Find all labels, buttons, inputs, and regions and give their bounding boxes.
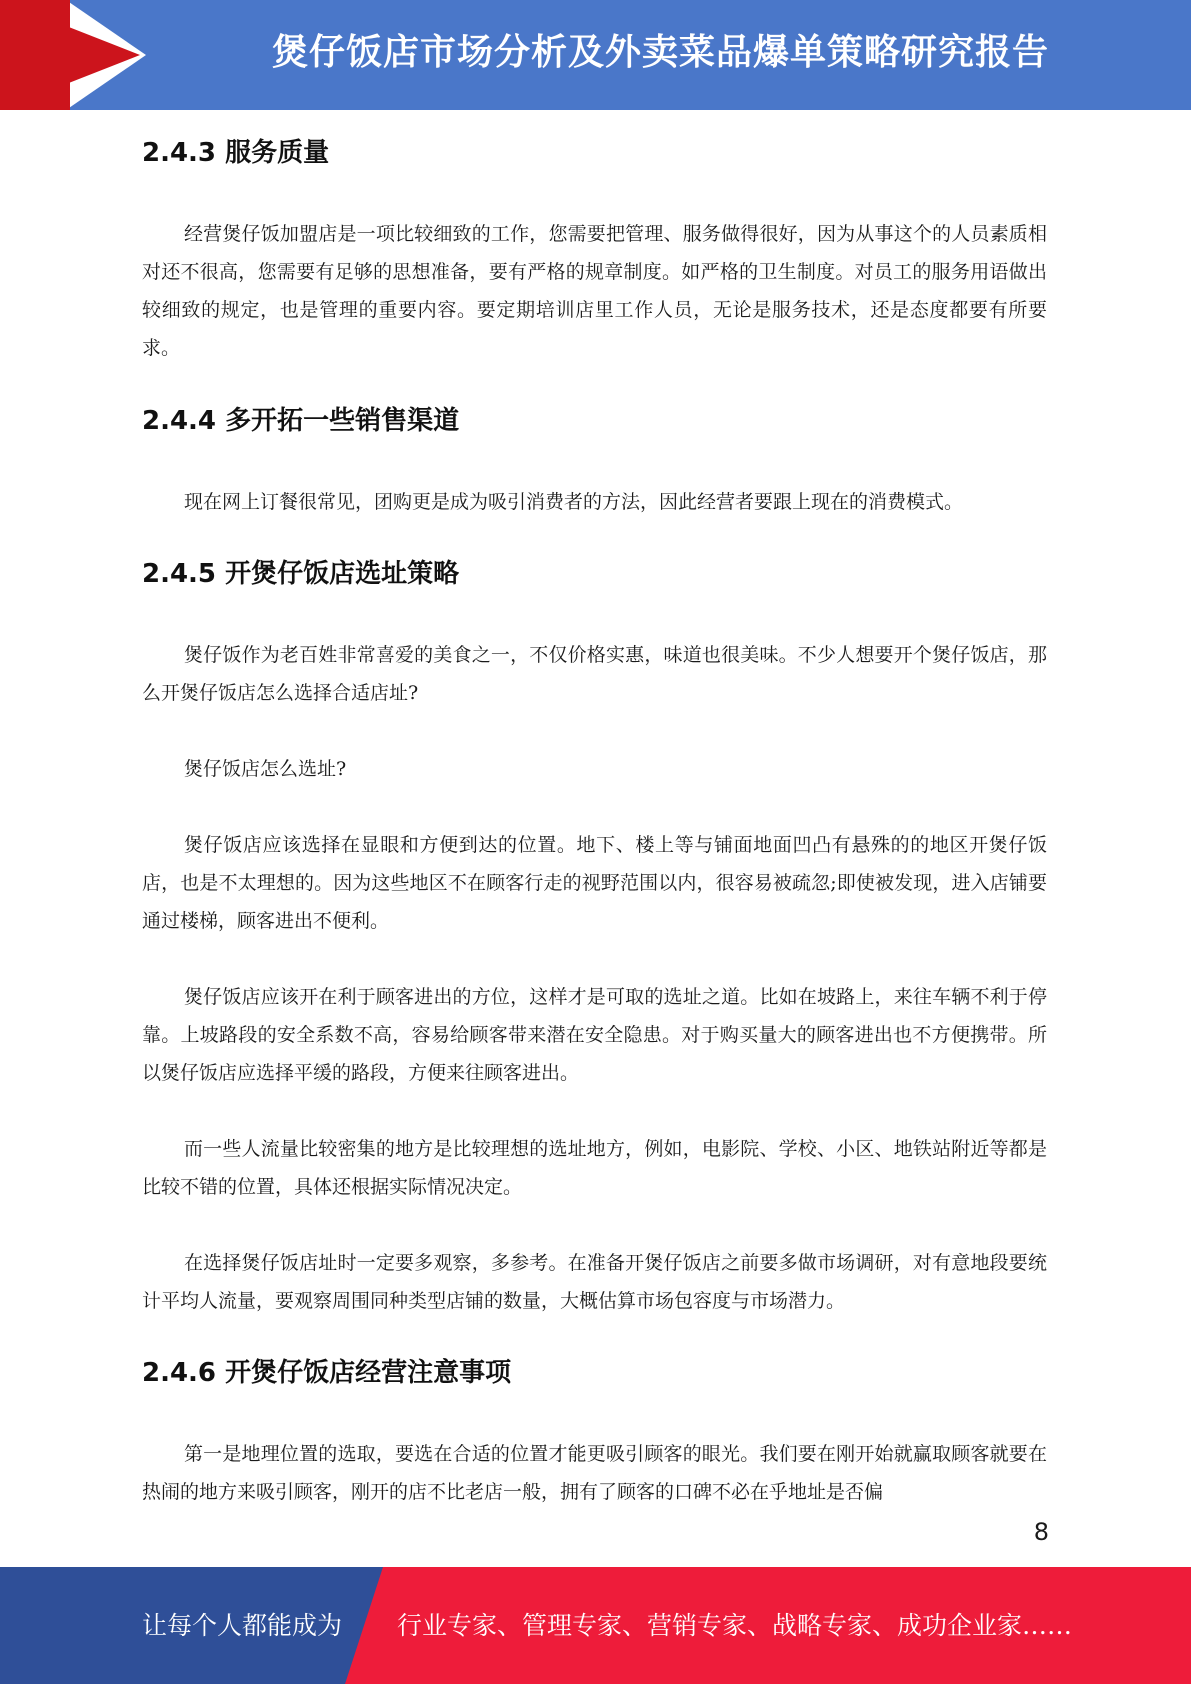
page-content [142,126,1047,1511]
page-footer-banner [0,1567,1191,1684]
paragraph: 煲仔饭作为老百姓非常喜爱的美食之一，不仅价格实惠，味道也很美味。不少人想要开个煲仔饭店，那么开煲仔饭店怎么选择合适店址? [142,644,1047,704]
paragraph: 第一是地理位置的选取，要选在合适的位置才能更吸引顾客的眼光。我们要在刚开始就赢取顾客就要在热闹的地方来吸引顾客，刚开的店不比老店一般，拥有了顾客的口碑不必在乎地址是否偏 [142,1443,1047,1503]
section-heading-2-4-5: 2.4.5 开煲仔饭店选址策略 [142,559,460,589]
footer-slogan-left: 让每个人都能成为 [142,1611,343,1640]
paragraph: 煲仔饭店应该开在利于顾客进出的方位，这样才是可取的选址之道。比如在坡路上，来往车辆不利于停靠。上坡路段的安全系数不高，容易给顾客带来潜在安全隐患。对于购买量大的顾客进出也不方便携带。所以煲仔饭店应选择平缓的路段，方便来往顾客进出。 [142,986,1047,1084]
paragraph: 经营煲仔饭加盟店是一项比较细致的工作，您需要把管理、服务做得很好，因为从事这个的人员素质相对还不很高，您需要有足够的思想准备，要有严格的规章制度。如严格的卫生制度。对员工的服务用语做出较细致的规定，也是管理的重要内容。要定期培训店里工作人员，无论是服务技术，还是态度都要有所要求。 [142,223,1047,359]
paragraph: 煲仔饭店应该选择在显眼和方便到达的位置。地下、楼上等与铺面地面凹凸有悬殊的的地区开煲仔饭店，也是不太理想的。因为这些地区不在顾客行走的视野范围以内，很容易被疏忽;即使被发现，进入店铺要通过楼梯，顾客进出不便利。 [142,834,1047,932]
page-header-banner [0,0,1191,110]
paragraph: 现在网上订餐很常见，团购更是成为吸引消费者的方法，因此经营者要跟上现在的消费模式。 [184,491,964,513]
report-title: 煲仔饭店市场分析及外卖菜品爆单策略研究报告 [271,32,1049,73]
footer-slant [345,1567,383,1684]
section-heading-2-4-6: 2.4.6 开煲仔饭店经营注意事项 [142,1358,512,1388]
page-number: 8 [1033,1518,1049,1546]
footer-slogan-right: 行业专家、管理专家、营销专家、战略专家、成功企业家…… [397,1611,1073,1640]
header-red-fill [0,0,70,110]
section-heading-2-4-3: 2.4.3 服务质量 [142,138,330,168]
section-heading-2-4-4: 2.4.4 多开拓一些销售渠道 [142,406,460,436]
paragraph: 在选择煲仔饭店址时一定要多观察，多参考。在准备开煲仔饭店之前要多做市场调研，对有意地段要统计平均人流量，要观察周围同种类型店铺的数量，大概估算市场包容度与市场潜力。 [142,1252,1047,1312]
paragraph: 而一些人流量比较密集的地方是比较理想的选址地方，例如，电影院、学校、小区、地铁站附近等都是比较不错的位置，具体还根据实际情况决定。 [142,1138,1047,1198]
paragraph: 煲仔饭店怎么选址? [184,758,347,780]
